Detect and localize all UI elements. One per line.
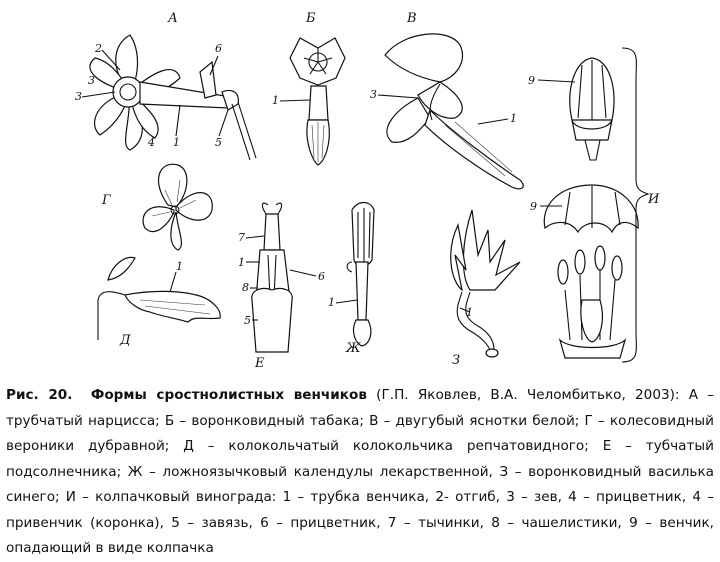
panel-label-z: З: [452, 353, 461, 368]
callout-1-v: 1: [510, 112, 517, 125]
panel-label-b: Б: [306, 11, 316, 26]
drawing-speedwell: [143, 164, 212, 250]
figure-caption: [6, 383, 714, 562]
callout-5-a: 5: [215, 136, 222, 149]
callout-1-z: 1: [466, 306, 473, 319]
drawing-calendula-floret: [347, 203, 374, 347]
panel-label-d: Д: [120, 333, 131, 348]
callout-5-e: 5: [244, 314, 251, 327]
callout-8: 8: [242, 281, 249, 294]
callout-3: 3: [75, 90, 82, 103]
panel-label-a: А: [168, 11, 178, 26]
drawing-deadnettle: [385, 34, 523, 189]
callout-1-d: 1: [176, 260, 183, 273]
callout-6-e: 6: [318, 270, 325, 283]
callout-6-a: 6: [215, 42, 222, 55]
drawing-sunflower-floret: [252, 203, 292, 352]
callout-1-a: 1: [173, 136, 180, 149]
drawing-grape-open: [558, 246, 625, 358]
callout-9-b: 9: [530, 200, 537, 213]
callout-1-e: 1: [238, 256, 245, 269]
panel-label-zh: Ж: [346, 341, 361, 356]
callout-9-a: 9: [528, 74, 535, 87]
caption-body: (Г.П. Яковлев, В.А. Челомбитько, 2003): А – трубчатый нарцисса; Б – воронковидный табака; В – двугубый яснотки белой; Г – колесовидный вероники дубравной; Д – колокольчатый колокольчика репчатовидного; Е – тубчатый подсолнечника; Ж – ложноязычковый календулы лекарственной, З – воронковидный василька синего; И – колпачковый винограда: 1 – трубка венчика, 2- отгиб, 3 – зев, 4 – прицветник, 4 – привенчик (коронка), 5 – завязь, 6 – прицветник, 7 – тычинки, 8 – чашелистики, 9 – венчик, опадающий в виде колпачка: [6, 387, 715, 556]
callout-1-zh: 1: [328, 296, 335, 309]
panel-label-v: В: [407, 11, 417, 26]
drawing-bellflower: [98, 257, 220, 340]
drawing-grape-cap: [544, 185, 638, 232]
panel-label-g: Г: [102, 193, 111, 208]
callout-3-v: 3: [370, 88, 377, 101]
caption-fig-label: Рис. 20.: [6, 387, 73, 403]
panel-label-e: Е: [255, 356, 265, 370]
callout-2: 2: [95, 42, 102, 55]
callout-1-b: 1: [272, 94, 279, 107]
panel-label-i: И: [648, 192, 660, 207]
callout-3-a: 3: [88, 74, 95, 87]
drawing-cornflower-floret: [451, 210, 520, 357]
callout-7: 7: [238, 231, 245, 244]
caption-title: Формы сростнолистных венчиков: [90, 387, 367, 403]
callout-4: 4: [148, 136, 155, 149]
drawing-tobacco: [290, 38, 345, 165]
drawing-grape-bud: [570, 58, 614, 160]
